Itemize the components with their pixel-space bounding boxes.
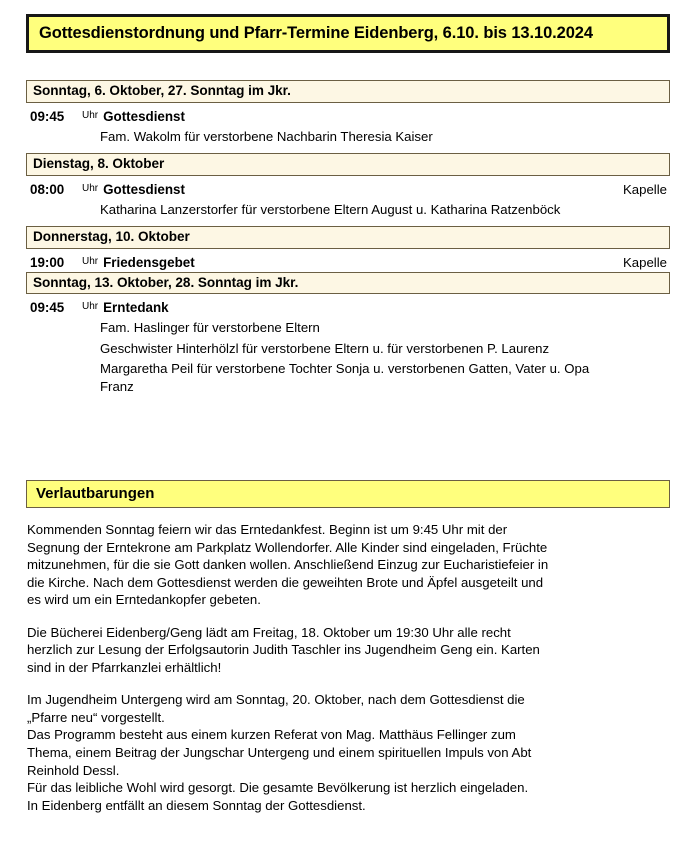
day-header-label: Donnerstag, 10. Oktober <box>33 229 190 245</box>
event-spacer <box>26 220 670 225</box>
day-header-label: Sonntag, 6. Oktober, 27. Sonntag im Jkr. <box>33 83 291 98</box>
service-schedule <box>26 80 670 403</box>
announcements-heading: Verlautbarungen <box>36 485 155 502</box>
event-location: Kapelle <box>623 181 667 197</box>
day-header <box>26 153 670 176</box>
announcement-paragraph <box>27 691 635 814</box>
event-time: 08:00 <box>30 181 65 197</box>
event-intention: Geschwister Hinterhölzl für verstorbene Eltern u. für verstorbenen P. Laurenz <box>100 340 550 356</box>
announcement-line: Im Jugendheim Untergeng wird am Sonntag, 20. Oktober, nach dem Gottesdienst die <box>27 692 525 708</box>
event-row <box>26 107 670 125</box>
event-time-unit: Uhr <box>82 109 99 121</box>
announcement-line: mitzunehmen, für die sie Gott danken wollen. Anschließend Einzug zur Eucharistiefeier in <box>27 557 549 573</box>
event-title: Erntedank <box>103 300 169 316</box>
day-header-label: Dienstag, 8. Oktober <box>33 156 165 172</box>
announcement-line: die Kirche. Nach dem Gottesdienst werden die geweihten Brote und Äpfel ausgeteilt und <box>27 574 544 590</box>
event-title: Friedensgebet <box>103 254 195 270</box>
day-block <box>26 153 670 225</box>
event-spacer <box>26 147 670 152</box>
announcement-line: Thema, einem Beitrag der Jungschar Untergeng und einem spirituellen Impuls von Abt <box>27 745 532 761</box>
announcement-line: In Eidenberg entfällt an diesem Sonntag der Gottesdienst. <box>27 797 366 813</box>
event-row <box>26 253 670 271</box>
announcement-line: Segnung der Erntekrone am Parkplatz Wollendorfer. Alle Kinder sind eingeladen, Früchte <box>27 539 548 555</box>
announcement-line: Kommenden Sonntag feiern wir das Erntedankfest. Beginn ist um 9:45 Uhr mit der <box>27 522 508 537</box>
announcement-line: Für das leibliche Wohl wird gesorgt. Die gesamte Bevölkerung ist herzlich eingeladen. <box>27 780 529 796</box>
event-intention: Margaretha Peil für verstorbene Tochter Sonja u. verstorbenen Gatten, Vater u. Opa Franz <box>100 361 590 394</box>
event-spacer <box>26 397 670 402</box>
day-header <box>26 80 670 103</box>
page-title: Gottesdienstordnung und Pfarr-Termine Eidenberg, 6.10. bis 13.10.2024 <box>39 24 593 42</box>
event-row <box>26 298 670 316</box>
document-title-banner <box>26 14 670 53</box>
event-time-unit: Uhr <box>82 182 99 194</box>
event-time: 09:45 <box>30 108 65 124</box>
day-block <box>26 272 670 402</box>
announcement-line: es wird um ein Erntedankopfer gebeten. <box>27 592 261 608</box>
event-title: Gottesdienst <box>103 181 185 197</box>
day-header-label: Sonntag, 13. Oktober, 28. Sonntag im Jkr. <box>33 274 299 290</box>
day-header <box>26 272 670 295</box>
announcement-line: herzlich zur Lesung der Erfolgsautorin Judith Taschler ins Jugendheim Geng ein. Karten <box>27 642 540 658</box>
event-time-unit: Uhr <box>82 255 99 267</box>
event-time-unit: Uhr <box>82 301 99 313</box>
announcement-line: „Pfarre neu“ vorgestellt. <box>27 709 165 725</box>
announcement-line: Die Bücherei Eidenberg/Geng lädt am Freitag, 18. Oktober um 19:30 Uhr alle recht <box>27 624 511 640</box>
event-intention: Fam. Haslinger für verstorbene Eltern <box>100 320 320 336</box>
announcements-body <box>27 521 635 814</box>
announcement-line: Das Programm besteht aus einem kurzen Referat von Mag. Matthäus Fellinger zum <box>27 727 516 743</box>
event-time: 09:45 <box>30 300 65 316</box>
announcement-line: sind in der Pfarrkanzlei erhältlich! <box>27 659 222 675</box>
announcement-line: Reinhold Dessl. <box>27 762 120 778</box>
event-title: Gottesdienst <box>103 108 185 124</box>
event-intention: Fam. Wakolm für verstorbene Nachbarin Theresia Kaiser <box>100 128 433 144</box>
day-block <box>26 80 670 152</box>
event-location: Kapelle <box>623 254 667 270</box>
announcement-paragraph <box>27 521 635 609</box>
day-block <box>26 226 670 271</box>
announcement-paragraph <box>27 624 635 677</box>
event-intention: Katharina Lanzerstorfer für verstorbene Eltern August u. Katharina Ratzenböck <box>100 201 561 217</box>
event-row <box>26 180 670 198</box>
announcements-banner <box>26 480 670 508</box>
day-header <box>26 226 670 249</box>
event-time: 19:00 <box>30 254 65 270</box>
